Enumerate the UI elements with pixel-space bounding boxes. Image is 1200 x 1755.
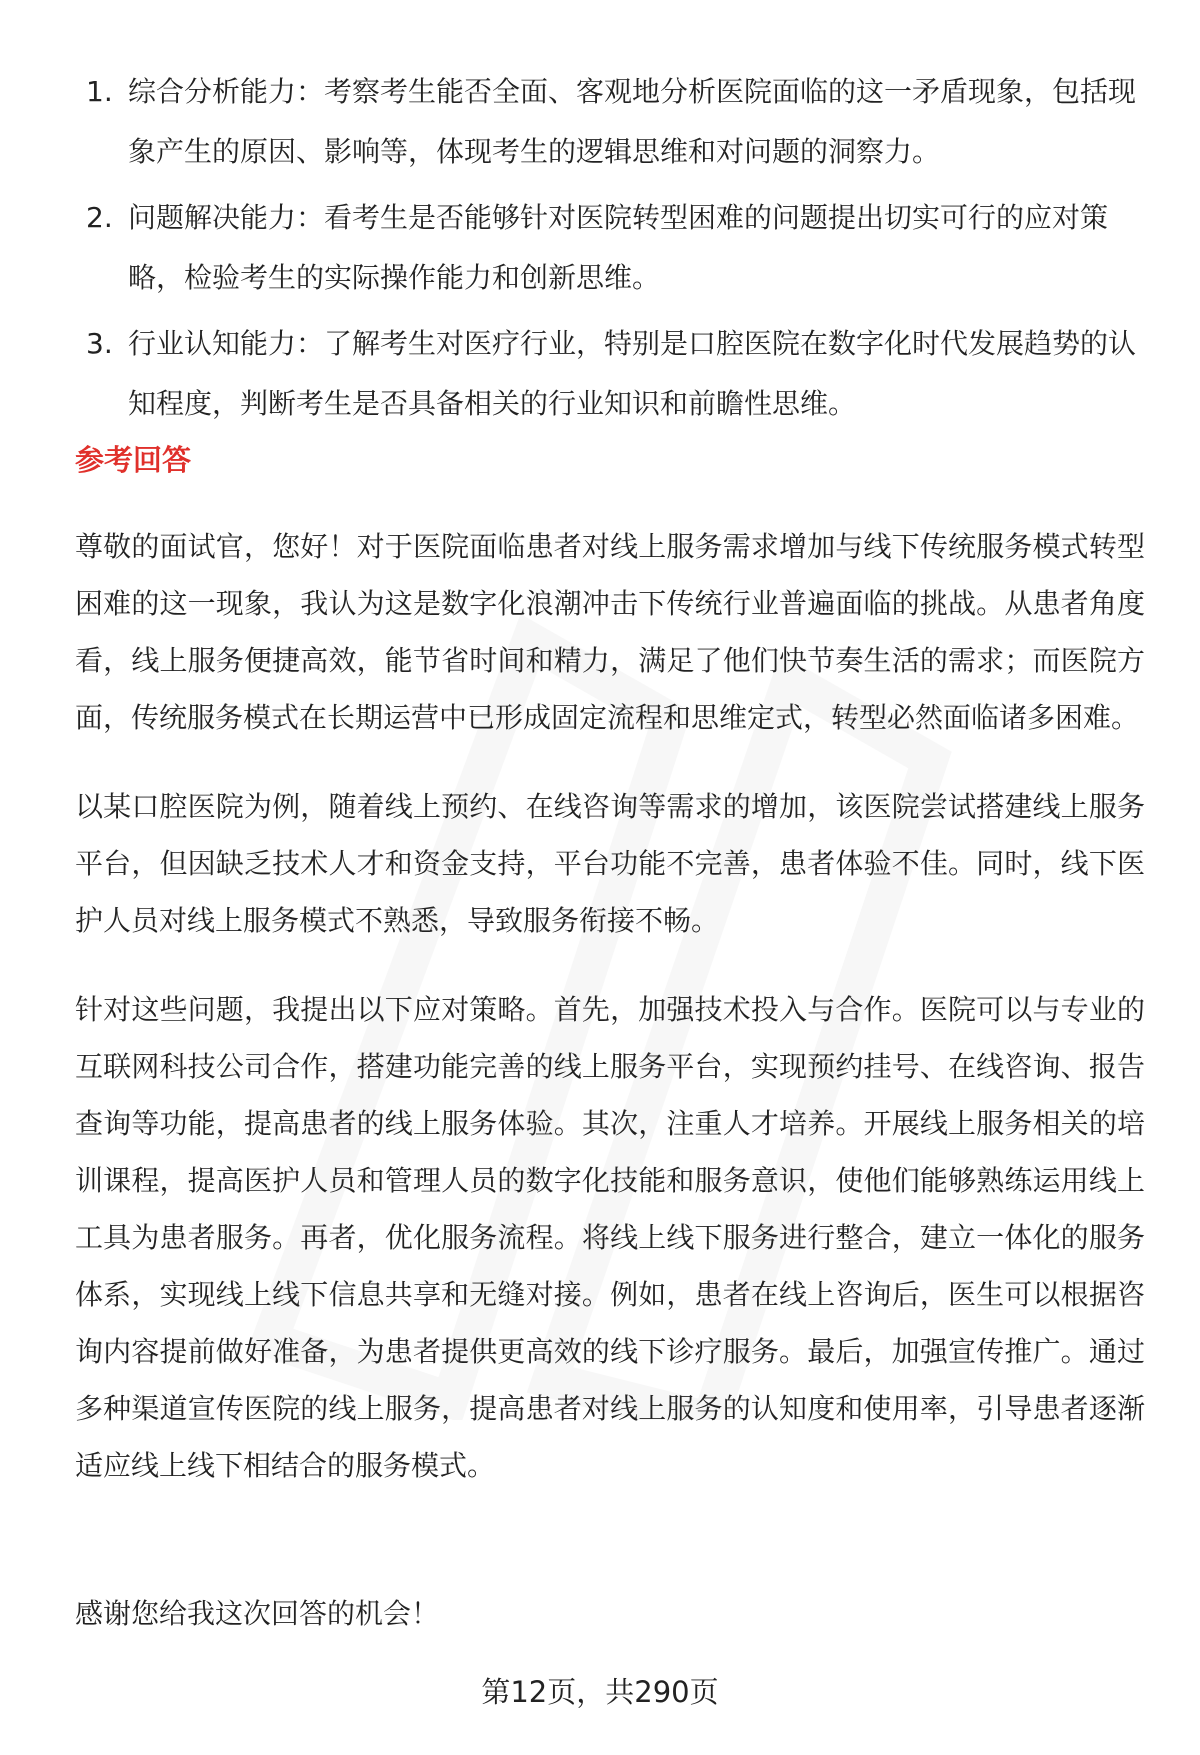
list-item: [86, 314, 1146, 434]
list-text: 问题解决能力：看考生是否能够针对医院转型困难的问题提出切实可行的应对策略，检验考生的实际操作能力和创新思维。: [128, 201, 1109, 294]
answer-paragraph: 针对这些问题，我提出以下应对策略。首先，加强技术投入与合作。医院可以与专业的互联网科技公司合作，搭建功能完善的线上服务平台，实现预约挂号、在线咨询、报告查询等功能，提高患者的线上服务体验。其次，注重人才培养。开展线上服务相关的培训课程，提高医护人员和管理人员的数字化技能和服务意识，使他们能够熟练运用线上工具为患者服务。再者，优化服务流程。将线上线下服务进行整合，建立一体化的服务体系，实现线上线下信息共享和无缝对接。例如，患者在线上咨询后，医生可以根据咨询内容提前做好准备，为患者提供更高效的线下诊疗服务。最后，加强宣传推广。通过多种渠道宣传医院的线上服务，提高患者对线上服务的认知度和使用率，引导患者逐渐适应线上线下相结合的服务模式。: [75, 993, 1145, 1482]
page-number: 第12页，共290页: [481, 1675, 719, 1709]
list-item: [86, 188, 1146, 308]
reference-answer: [75, 518, 1145, 1526]
section-heading: 参考回答: [75, 443, 192, 477]
list-item: [86, 62, 1146, 182]
answer-paragraph: 以某口腔医院为例，随着线上预约、在线咨询等需求的增加，该医院尝试搭建线上服务平台，但因缺乏技术人才和资金支持，平台功能不完善，患者体验不佳。同时，线下医护人员对线上服务模式不熟悉，导致服务衔接不畅。: [75, 790, 1145, 937]
list-number: 1.: [86, 75, 113, 108]
list-number: 3.: [86, 327, 113, 360]
list-text: 行业认知能力：了解考生对医疗行业，特别是口腔医院在数字化时代发展趋势的认知程度，判断考生是否具备相关的行业知识和前瞻性思维。: [128, 327, 1137, 420]
list-number: 2.: [86, 201, 113, 234]
answer-paragraph: 尊敬的面试官，您好！对于医院面临患者对线上服务需求增加与线下传统服务模式转型困难的这一现象，我认为这是数字化浪潮冲击下传统行业普遍面临的挑战。从患者角度看，线上服务便捷高效，能节省时间和精力，满足了他们快节奏生活的需求；而医院方面，传统服务模式在长期运营中已形成固定流程和思维定式，转型必然面临诸多困难。: [75, 530, 1145, 734]
closing-line: 感谢您给我这次回答的机会！: [75, 1597, 440, 1630]
evaluation-criteria-list: [86, 62, 1146, 440]
list-text: 综合分析能力：考察考生能否全面、客观地分析医院面临的这一矛盾现象，包括现象产生的原因、影响等，体现考生的逻辑思维和对问题的洞察力。: [128, 75, 1137, 168]
